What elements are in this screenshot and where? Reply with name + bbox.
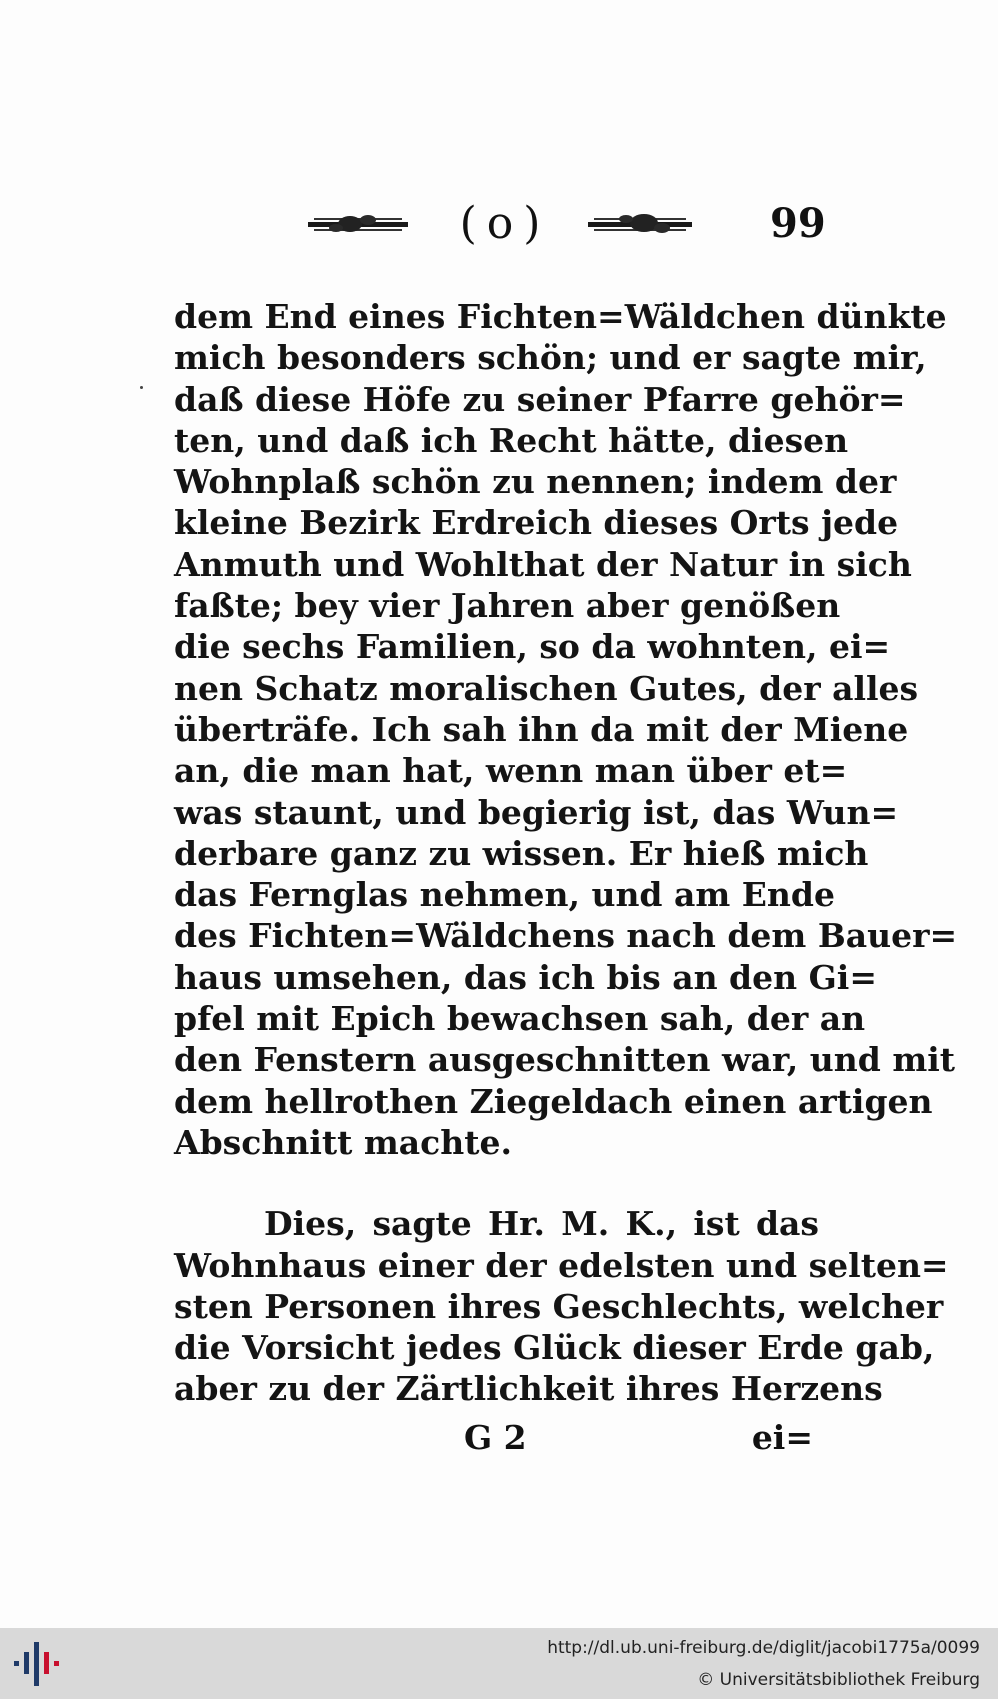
signature-mark: G 2: [464, 1418, 527, 1457]
text-line: an, die man hat, wenn man über et=: [174, 751, 848, 791]
text-line: pfel mit Epich bewachsen sah, der an: [174, 999, 866, 1039]
ub-freiburg-logo-icon[interactable]: [10, 1636, 66, 1692]
page-header: [300, 196, 830, 256]
scan-speck: [140, 386, 143, 389]
floral-rule-ornament-icon: [308, 210, 408, 238]
text-line: dem End eines Fichten=Wäldchen dünkte: [174, 297, 947, 336]
page-number: 99: [770, 200, 826, 247]
text-line: Wohnhaus einer der edelsten und selten=: [174, 1245, 949, 1285]
text-line: ten, und daß ich Recht hätte, diesen: [174, 420, 849, 460]
text-line: das Fernglas nehmen, und am Ende: [174, 875, 835, 915]
text-line: faßte; bey vier Jahren aber genößen: [174, 586, 841, 626]
text-line: Dies, sagte Hr. M. K., ist das: [264, 1204, 819, 1244]
text-line: nen Schatz moralischen Gutes, der alles: [174, 668, 919, 708]
text-line: Abschnitt machte.: [174, 1122, 512, 1162]
text-line: was staunt, und begierig ist, das Wun=: [174, 792, 899, 832]
text-line: mich besonders schön; und er sagte mir,: [174, 338, 927, 378]
viewer-footer-bar: [0, 1628, 998, 1699]
text-line: Anmuth und Wohlthat der Natur in sich: [174, 544, 912, 584]
text-line: Wohnplaß schön zu nennen; indem der: [174, 462, 897, 502]
paragraph-1: [174, 296, 958, 1163]
paragraph-gap: [174, 1163, 819, 1203]
text-line: kleine Bezirk Erdreich dieses Orts jede: [174, 503, 899, 543]
text-line: die Vorsicht jedes Glück dieser Erde gab,: [174, 1328, 935, 1368]
text-line: derbare ganz zu wissen. Er hieß mich: [174, 833, 869, 873]
paragraph-2: [174, 1203, 949, 1409]
text-line: überträfe. Ich sah ihn da mit der Miene: [174, 709, 909, 749]
source-url-link[interactable]: http://dl.ub.uni-freiburg.de/diglit/jacobi1775a/0099: [547, 1638, 980, 1658]
text-line: die sechs Familien, so da wohnten, ei=: [174, 627, 891, 667]
catchword: ei=: [751, 1418, 813, 1457]
section-mark: (o): [459, 198, 551, 249]
text-line: sten Personen ihres Geschlechts, welcher: [174, 1286, 944, 1326]
text-line: haus umsehen, das ich bis an den Gi=: [174, 957, 877, 997]
text-line: des Fichten=Wäldchens nach dem Bauer=: [174, 916, 958, 956]
text-line: daß diese Höfe zu seiner Pfarre gehör=: [174, 379, 906, 419]
text-line: dem hellrothen Ziegeldach einen artigen: [174, 1081, 933, 1121]
copyright-notice: © Universitätsbibliothek Freiburg: [697, 1670, 980, 1690]
page-footer: [174, 1418, 819, 1462]
text-line: aber zu der Zärtlichkeit ihres Herzens: [174, 1369, 883, 1409]
text-line: den Fenstern ausgeschnitten war, und mit: [174, 1040, 956, 1080]
floral-rule-ornament-icon: [588, 210, 692, 238]
body-text: [174, 296, 958, 1410]
